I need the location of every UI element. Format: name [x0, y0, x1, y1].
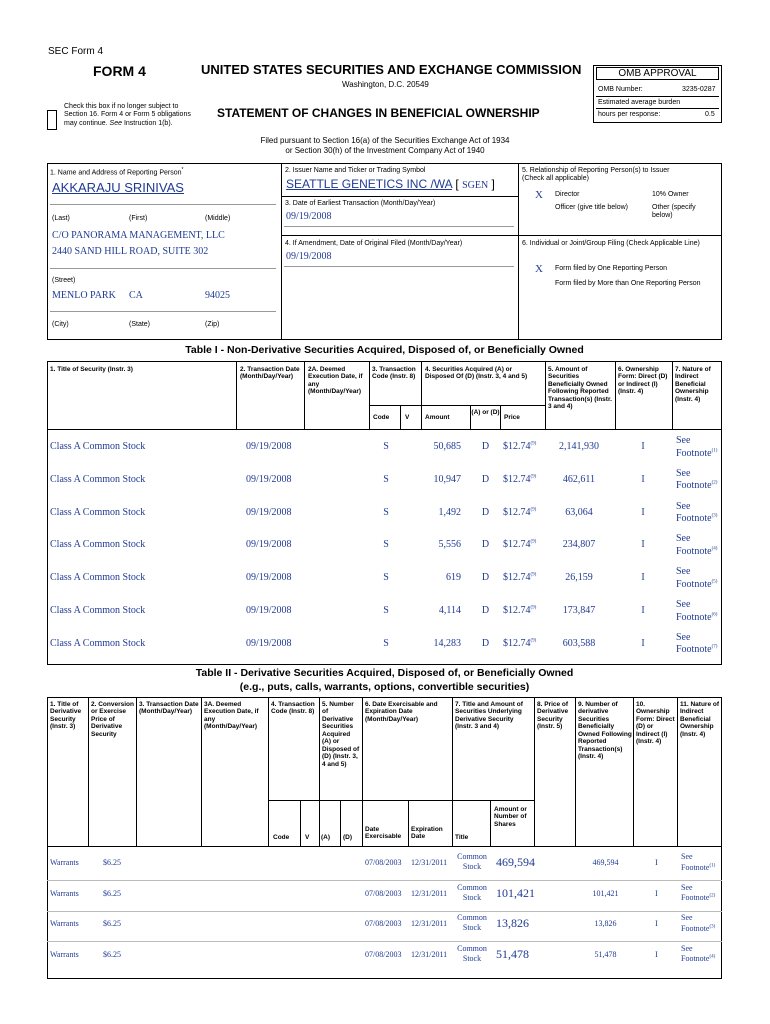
nature-footnote[interactable] [676, 612, 717, 625]
derivative-owned: 13,826 [594, 919, 617, 928]
underlying-title-2: Stock [462, 892, 482, 902]
ownership-form: I [641, 605, 645, 616]
transaction-date: 09/19/2008 [246, 441, 292, 452]
price-footnote: (9) [530, 507, 537, 513]
t1-h6: 6. Ownership Form: Direct (D) or Indirect (I) (Instr. 4) [618, 366, 668, 396]
footnote-ref: (1) [711, 448, 718, 454]
expiration-date: 12/31/2011 [411, 919, 448, 928]
director-label: Director [555, 191, 580, 198]
date-exercisable: 07/08/2003 [365, 858, 402, 867]
row-divider [47, 941, 722, 942]
footnote-ref: (3) [711, 513, 718, 519]
underlying-title [452, 944, 492, 965]
transaction-amount: 10,947 [433, 473, 461, 485]
nature-see: See [676, 631, 691, 643]
footnote-ref: (2) [711, 480, 718, 486]
amendment-label: 4. If Amendment, Date of Original Filed (Month/Day/Year) [285, 240, 463, 247]
t2-date-ex: Date Exercisable [365, 826, 402, 841]
t2-code: Code [273, 834, 290, 841]
footnote-label: Footnote [676, 644, 712, 656]
conversion-price: $6.25 [103, 888, 121, 898]
derivative-ownership-form: I [655, 888, 658, 898]
nature-of-ownership [676, 632, 717, 657]
nature-footnote[interactable] [676, 448, 717, 461]
nature-see: See [676, 566, 691, 578]
t1-v: V [405, 414, 410, 421]
acquired-disposed: D [481, 539, 490, 551]
derivative-owned: 51,478 [594, 949, 617, 959]
t1-h2a: 2A. Deemed Execution Date, if any (Month/Day/Year) [308, 366, 363, 396]
nature-see: See [681, 882, 693, 892]
underlying-amount: 51,478 [496, 946, 529, 961]
price-footnote: (9) [530, 474, 537, 480]
expiration-date: 12/31/2011 [411, 949, 448, 959]
t1-h5: 5. Amount of Securities Beneficially Owned Following Reported Transaction(s) (Instr. 3 and 4) [548, 366, 612, 411]
price-value: $12.74 [503, 605, 531, 616]
state-value: CA [129, 290, 143, 301]
price-value: $12.74 [503, 539, 531, 551]
footnote-ref: (5) [711, 579, 718, 585]
t1-price: Price [504, 414, 520, 421]
underlying-title-2: Stock [462, 953, 482, 963]
nature-of-ownership [676, 533, 717, 558]
derivative-nature [681, 944, 715, 966]
state-label: (State) [129, 321, 151, 328]
t1-amount: Amount [425, 414, 450, 421]
filing-label: 6. Individual or Joint/Group Filing (Check Applicable Line) [522, 240, 700, 247]
footnote-label: Footnote [681, 893, 710, 903]
nature-of-ownership [676, 468, 717, 493]
t2-a: (A) [321, 834, 331, 841]
transaction-price [503, 507, 536, 518]
t2-h10: 10. Ownership Form: Direct (D) or Indirect (I) (Instr. 4) [636, 701, 675, 746]
nature-see: See [676, 533, 691, 545]
footnote-ref: (1) [709, 863, 716, 869]
footnote-label: Footnote [676, 513, 712, 525]
t2-h4: 4. Transaction Code (Instr. 8) [271, 701, 315, 716]
date-exercisable: 07/08/2003 [365, 888, 402, 898]
t2-h3a: 3A. Deemed Execution Date, if any (Month/Day/Year) [204, 701, 259, 731]
form-title: FORM 4 [93, 63, 146, 79]
footnote-ref: (6) [711, 612, 718, 618]
underlying-title-2: Stock [462, 923, 482, 933]
security-title: Class A Common Stock [50, 539, 146, 551]
transaction-code: S [383, 539, 389, 551]
price-value: $12.74 [503, 506, 531, 518]
nature-see: See [681, 943, 693, 953]
omb-hours: 0.5 [705, 111, 715, 118]
omb-number-label: OMB Number: [598, 86, 643, 93]
omb-burden-label: Estimated average burden [598, 99, 681, 106]
other-label: Other (specify below) [652, 204, 696, 220]
security-title: Class A Common Stock [50, 441, 146, 452]
transaction-amount: 50,685 [433, 441, 461, 452]
reporting-person-label-text: 1. Name and Address of Reporting Person [50, 169, 182, 177]
transaction-price [503, 441, 536, 452]
t1-code: Code [373, 414, 390, 421]
issuer-label: 2. Issuer Name and Ticker or Trading Symbol [285, 167, 426, 174]
issuer-line [286, 177, 495, 191]
one-person-check[interactable]: X [535, 263, 543, 275]
nature-see: See [676, 500, 691, 512]
t1-h7: 7. Nature of Indirect Beneficial Ownership (Instr. 4) [675, 366, 711, 403]
derivative-owned: 469,594 [592, 858, 619, 867]
zip-value: 94025 [205, 290, 230, 301]
t2-h3: 3. Transaction Date (Month/Day/Year) [139, 701, 199, 716]
conversion-price: $6.25 [103, 919, 121, 928]
city-value: MENLO PARK [52, 290, 116, 301]
acquired-disposed: D [481, 441, 490, 452]
derivative-ownership-form: I [655, 858, 658, 867]
price-footnote: (9) [530, 441, 537, 447]
price-footnote: (9) [530, 605, 537, 611]
acquired-disposed: D [481, 637, 490, 649]
nature-footnote[interactable] [681, 924, 715, 935]
ownership-form: I [641, 572, 645, 584]
ownership-form: I [641, 637, 645, 649]
checkbox-instr: Instruction 1(b). [123, 119, 173, 127]
issuer-ticker: SGEN [462, 180, 489, 191]
checkbox-text: Check this box if no longer subject to Section 16. Form 4 or Form 5 obligations may continue. [64, 103, 191, 127]
derivative-nature [681, 852, 715, 874]
acquired-disposed: D [481, 572, 490, 584]
nature-footnote[interactable] [681, 893, 715, 904]
issuer-name[interactable]: SEATTLE GENETICS INC /WA [286, 177, 453, 191]
reporting-person-label [50, 167, 183, 178]
date-exercisable: 07/08/2003 [365, 919, 402, 928]
city-label: (City) [52, 321, 69, 328]
no-longer-subject-checkbox[interactable] [47, 110, 57, 130]
relationship-label-1: 5. Relationship of Reporting Person(s) to Issuer [522, 167, 670, 174]
transaction-amount: 5,556 [438, 539, 461, 551]
t1-h2: 2. Transaction Date (Month/Day/Year) [240, 366, 300, 381]
ten-owner-label: 10% Owner [652, 191, 689, 198]
t1-ad: (A) or (D) [471, 409, 500, 416]
underlying-title-1: Common [457, 852, 487, 861]
omb-number: 3235-0287 [682, 86, 716, 93]
underlying-title-1: Common [457, 913, 487, 922]
nature-of-ownership [676, 599, 717, 624]
underlying-title-1: Common [457, 882, 487, 892]
agency-location: Washington, D.C. 20549 [342, 80, 429, 89]
footnote-ref: (7) [711, 644, 718, 650]
ownership-form: I [641, 506, 645, 518]
expiration-date: 12/31/2011 [411, 858, 448, 867]
derivative-nature [681, 883, 715, 905]
nature-footnote[interactable] [676, 480, 717, 493]
t2-h6: 6. Date Exercisable and Expiration Date (Month/Day/Year) [365, 701, 438, 723]
security-title: Class A Common Stock [50, 506, 146, 518]
amount-owned: 234,807 [562, 539, 596, 551]
t2-h2: 2. Conversion or Exercise Price of Derivative Security [91, 701, 134, 738]
first-label: (First) [129, 215, 148, 222]
amendment-date: 09/19/2008 [286, 251, 332, 262]
underlying-title-1: Common [457, 943, 487, 953]
amount-owned: 173,847 [562, 605, 596, 616]
transaction-date: 09/19/2008 [246, 605, 292, 616]
amount-owned: 63,064 [565, 506, 593, 518]
t2-h1: 1. Title of Derivative Security (Instr. 3) [50, 701, 82, 731]
transaction-date: 09/19/2008 [246, 473, 292, 485]
checkbox-instruction [64, 103, 194, 128]
relationship-label-2: (Check all applicable) [522, 175, 589, 183]
t2-h11: 11. Nature of Indirect Beneficial Ownership (Instr. 4) [680, 701, 720, 738]
nature-of-ownership [676, 435, 717, 460]
transaction-price [503, 572, 536, 583]
t2-h9: 9. Number of derivative Securities Beneficially Owned Following Reported Transaction(s) (Instr. 4) [578, 701, 632, 761]
officer-label: Officer (give title below) [555, 204, 629, 211]
transaction-date: 09/19/2008 [246, 506, 292, 518]
omb-hours-label: hours per response: [598, 111, 661, 118]
price-value: $12.74 [503, 441, 531, 452]
t2-v: V [305, 834, 310, 841]
transaction-code: S [383, 637, 389, 649]
derivative-nature [681, 913, 715, 935]
table1-title: Table I - Non-Derivative Securities Acquired, Disposed of, or Beneficially Owned [185, 344, 584, 356]
derivative-ownership-form: I [655, 949, 658, 959]
conversion-price: $6.25 [103, 949, 121, 959]
underlying-title [452, 883, 492, 904]
last-label: (Last) [52, 215, 70, 222]
amount-owned: 2,141,930 [559, 441, 599, 452]
footnote-label: Footnote [676, 447, 712, 459]
transaction-code: S [383, 572, 389, 584]
footnote-ref: (2) [709, 893, 716, 899]
amount-owned: 462,611 [562, 473, 596, 485]
nature-see: See [676, 467, 691, 479]
security-title: Class A Common Stock [50, 473, 146, 485]
reporting-person-name[interactable]: AKKARAJU SRINIVAS [52, 180, 184, 195]
transaction-amount: 4,114 [438, 605, 461, 616]
derivative-title: Warrants [50, 949, 79, 959]
underlying-title [452, 852, 492, 873]
transaction-price [503, 474, 536, 485]
t2-d: (D) [343, 834, 353, 841]
price-footnote: (9) [530, 572, 537, 578]
t2-exp: Expiration Date [411, 826, 443, 841]
security-title: Class A Common Stock [50, 572, 146, 584]
t2-h8: 8. Price of Derivative Security (Instr. 5) [537, 701, 569, 731]
footnote-label: Footnote [681, 862, 710, 872]
footnote-label: Footnote [681, 923, 710, 933]
one-person-label: Form filed by One Reporting Person [555, 265, 668, 272]
conversion-price: $6.25 [103, 858, 121, 867]
footnote-label: Footnote [676, 545, 712, 557]
nature-see: See [676, 435, 691, 446]
ownership-form: I [641, 539, 645, 551]
t2-title: Title [455, 834, 469, 841]
nature-footnote[interactable] [676, 513, 717, 526]
transaction-price [503, 539, 536, 550]
derivative-ownership-form: I [655, 919, 658, 928]
ownership-form: I [641, 473, 645, 485]
t1-h1: 1. Title of Security (Instr. 3) [50, 366, 133, 373]
earliest-date: 09/19/2008 [286, 211, 332, 222]
transaction-date: 09/19/2008 [246, 539, 292, 551]
footnote-ref: (4) [709, 954, 716, 960]
relationship-label [522, 167, 669, 184]
transaction-amount: 619 [446, 572, 461, 584]
transaction-date: 09/19/2008 [246, 637, 292, 649]
transaction-amount: 1,492 [438, 506, 461, 518]
amount-owned: 603,588 [562, 637, 596, 649]
footnote-label: Footnote [676, 578, 712, 590]
t1-h4: 4. Securities Acquired (A) or Disposed Of (D) (Instr. 3, 4 and 5) [425, 366, 528, 381]
more-person-label: Form filed by More than One Reporting Person [555, 280, 701, 287]
security-title: Class A Common Stock [50, 637, 146, 649]
acquired-disposed: D [481, 506, 490, 518]
security-title: Class A Common Stock [50, 605, 146, 616]
footnote-label: Footnote [681, 954, 710, 964]
t2-amt-shares: Amount or Number of Shares [494, 806, 527, 828]
derivative-title: Warrants [50, 858, 79, 867]
reporting-person-star: * [181, 167, 184, 173]
director-check[interactable]: X [535, 189, 543, 201]
price-footnote: (9) [530, 540, 537, 546]
underlying-title-2: Stock [462, 862, 482, 872]
nature-footnote[interactable] [676, 644, 717, 657]
filed-line-1: Filed pursuant to Section 16(a) of the Securities Exchange Act of 1934 [260, 136, 510, 145]
price-value: $12.74 [503, 473, 531, 485]
row-divider [47, 911, 722, 912]
underlying-amount: 101,421 [496, 885, 535, 900]
derivative-owned: 101,421 [592, 888, 619, 898]
nature-of-ownership [676, 566, 717, 591]
issuer-bracket-open: [ [455, 177, 459, 191]
transaction-code: S [383, 473, 389, 485]
nature-footnote[interactable] [681, 863, 715, 874]
price-value: $12.74 [503, 572, 531, 584]
derivative-title: Warrants [50, 888, 79, 898]
statement-title: STATEMENT OF CHANGES IN BENEFICIAL OWNERSHIP [217, 106, 540, 120]
underlying-title [452, 913, 492, 934]
checkbox-see: See [109, 119, 123, 127]
transaction-code: S [383, 441, 389, 452]
earliest-date-label: 3. Date of Earliest Transaction (Month/Day/Year) [285, 200, 436, 207]
address-line-2: 2440 SAND HILL ROAD, SUITE 302 [52, 246, 209, 257]
transaction-amount: 14,283 [433, 637, 461, 649]
acquired-disposed: D [481, 605, 490, 616]
amount-owned: 26,159 [565, 572, 593, 584]
issuer-bracket-close: ] [491, 177, 495, 191]
ownership-form: I [641, 441, 645, 452]
nature-see: See [676, 599, 691, 610]
filed-pursuant [250, 136, 520, 157]
table2-title-2: (e.g., puts, calls, warrants, options, convertible securities) [239, 680, 530, 693]
address-line-1: C/O PANORAMA MANAGEMENT, LLC [52, 230, 225, 241]
footnote-ref: (4) [711, 546, 718, 552]
zip-label: (Zip) [205, 321, 220, 328]
derivative-title: Warrants [50, 919, 79, 928]
price-footnote: (9) [530, 638, 537, 644]
table2-title [47, 667, 722, 694]
transaction-price [503, 638, 536, 649]
transaction-price [503, 605, 536, 616]
table2-title-1: Table II - Derivative Securities Acquired, Disposed of, or Beneficially Owned [195, 667, 574, 679]
nature-footnote[interactable] [681, 954, 715, 965]
acquired-disposed: D [481, 473, 490, 485]
nature-footnote[interactable] [676, 579, 717, 592]
expiration-date: 12/31/2011 [411, 888, 448, 898]
underlying-amount: 13,826 [496, 916, 529, 930]
omb-approval-title: OMB APPROVAL [596, 67, 719, 80]
transaction-code: S [383, 605, 389, 616]
nature-see: See [681, 913, 693, 922]
row-divider [47, 880, 722, 881]
t2-h7: 7. Title and Amount of Securities Underlying Derivative Security (Instr. 3 and 4) [455, 701, 523, 731]
date-exercisable: 07/08/2003 [365, 949, 402, 959]
transaction-date: 09/19/2008 [246, 572, 292, 584]
agency-title: UNITED STATES SECURITIES AND EXCHANGE COMMISSION [201, 62, 582, 77]
street-label: (Street) [52, 277, 76, 284]
footnote-ref: (3) [709, 924, 716, 930]
t1-h3: 3. Transaction Code (Instr. 8) [372, 366, 416, 381]
footnote-label: Footnote [676, 611, 712, 623]
filed-line-2: or Section 30(h) of the Investment Company Act of 1940 [285, 146, 485, 156]
footnote-label: Footnote [676, 480, 712, 492]
price-value: $12.74 [503, 637, 531, 649]
nature-footnote[interactable] [676, 546, 717, 559]
t2-h5: 5. Number of Derivative Securities Acquired (A) or Disposed of (D) (Instr. 3, 4 and 5) [322, 701, 360, 768]
middle-label: (Middle) [205, 215, 231, 222]
transaction-code: S [383, 506, 389, 518]
nature-see: See [681, 852, 693, 861]
sec-form-label: SEC Form 4 [48, 46, 104, 57]
nature-of-ownership [676, 501, 717, 526]
underlying-amount: 469,594 [496, 855, 535, 869]
